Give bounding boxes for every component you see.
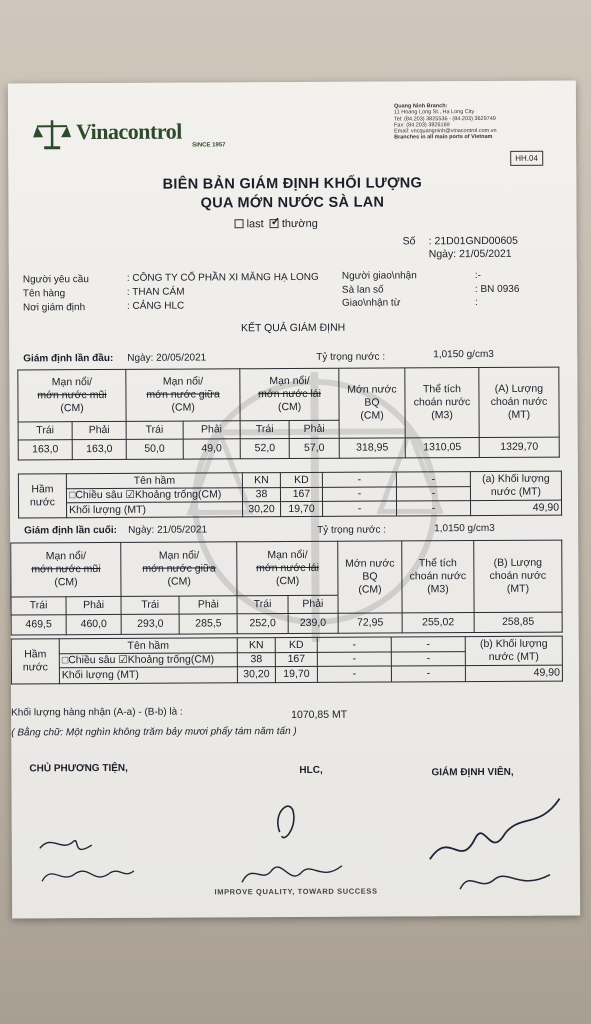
- date-value: Ngày: 21/05/2021: [428, 247, 512, 261]
- last-draft-table: [10, 540, 562, 636]
- trai-header: Trái: [237, 596, 287, 614]
- inspector-signature: [420, 789, 571, 900]
- place-value: : CẢNG HLC: [126, 300, 185, 312]
- trai-header: Trái: [11, 597, 66, 615]
- table-cell: 38: [237, 653, 275, 667]
- type-options: [235, 218, 318, 230]
- header-giua: Mạn nổi/ mớn nước giữa (CM): [126, 369, 240, 422]
- header-giua: Mạn nổi/ mớn nước giữa (CM): [121, 542, 238, 597]
- document-title-line2: QUA MỚN NƯỚC SÀ LAN: [200, 194, 385, 212]
- header-bq: Mớn nước BQ (CM): [338, 541, 402, 613]
- so-value: : 21D01GND00605: [428, 234, 518, 248]
- table-cell: 318,95: [339, 438, 405, 458]
- phai-header: Phải: [289, 420, 339, 438]
- kn-header: KN: [237, 638, 275, 653]
- brand-name: Vinacontrol: [76, 118, 182, 145]
- depth-space-row-label: □Chiều sâu ☑Khoảng trống(CM): [59, 653, 237, 668]
- last-ballast-table: [11, 636, 563, 685]
- table-cell: 163,0: [18, 440, 72, 460]
- owner-signature: [32, 823, 142, 894]
- vinacontrol-logo: [32, 116, 262, 153]
- first-inspection-date: Ngày: 20/05/2021: [127, 352, 207, 364]
- inspector-signature-title: GIÁM ĐỊNH VIÊN,: [431, 766, 514, 779]
- header-displacement-a: (A) Lượng choán nước (MT): [479, 367, 559, 437]
- table-cell: 50,0: [126, 439, 183, 459]
- table-cell: 49,0: [183, 439, 241, 459]
- deliverer-value: :-: [474, 270, 481, 282]
- table-cell: -: [317, 666, 391, 682]
- weight-row-label: Khối lượng (MT): [67, 502, 243, 518]
- barge-label: Sà lan số: [341, 284, 384, 296]
- thuong-label: thường: [281, 217, 318, 231]
- total-label: Khối lượng hàng nhận (A-a) - (B-b) là :: [11, 706, 183, 719]
- ballast-weight-a-value: 49,90: [471, 500, 562, 515]
- table-cell: 293,0: [121, 614, 179, 634]
- table-cell: 252,0: [237, 614, 287, 634]
- table-cell: 167: [275, 652, 317, 666]
- header-lai: Mạn nổi/ mớn nước lái (CM): [240, 368, 339, 421]
- last-density-label: Tỷ trọng nước :: [317, 524, 387, 536]
- header-lai: Mạn nổi/ mớn nước lái (CM): [237, 541, 338, 596]
- branch-line: Email: vncquangninh@vinacontrol.com.vn: [394, 128, 497, 135]
- table-cell: 30,20: [243, 502, 281, 517]
- first-density-value: 1,0150 g/cm3: [433, 348, 494, 361]
- phai-header: Phải: [66, 596, 121, 614]
- table-cell: 30,20: [237, 667, 275, 683]
- last-density-value: 1,0150 g/cm3: [434, 522, 495, 535]
- thuong-checkbox[interactable]: [270, 219, 279, 228]
- phai-header: Phải: [72, 421, 126, 439]
- total-in-words: ( Bằng chữ: Một nghìn không trăm bảy mươi phẩy tám năm tấn ): [11, 725, 297, 739]
- first-ballast-table: [18, 471, 562, 519]
- table-cell: -: [323, 501, 397, 516]
- header-mui: Mạn nổi/ mớn nước mũi (CM): [11, 542, 121, 597]
- form-code: HH.04: [510, 151, 543, 166]
- last-inspection-date: Ngày: 21/05/2021: [128, 524, 208, 536]
- slogan-footer: IMPROVE QUALITY, TOWARD SUCCESS: [214, 886, 378, 897]
- trai-header: Trái: [240, 421, 289, 439]
- table-cell: 38: [242, 488, 280, 502]
- table-cell: 52,0: [240, 439, 289, 459]
- table-cell: 57,0: [289, 438, 339, 458]
- table-cell: 460,0: [66, 614, 121, 634]
- first-inspection-label: Giám định lần đầu:: [23, 352, 114, 365]
- branch-line: Branches in all main ports of Vietnam: [394, 134, 493, 141]
- table-cell: -: [396, 487, 470, 501]
- inspection-report-paper: [8, 81, 580, 919]
- kn-header: KN: [242, 473, 280, 488]
- receive-from-value: :: [474, 297, 478, 309]
- branch-line: Fax: (84.203) 3826169: [394, 122, 450, 129]
- document-title-line1: BIÊN BẢN GIÁM ĐỊNH KHỐI LƯỢNG: [162, 175, 423, 193]
- trai-header: Trái: [121, 596, 179, 614]
- trai-header: Trái: [126, 421, 182, 439]
- table-cell: 19,70: [281, 501, 323, 516]
- header-mui: Mạn nổi/ mớn nước mũi (CM): [18, 369, 126, 422]
- hlc-signature: [232, 792, 353, 893]
- total-value: 1070,85 MT: [291, 708, 348, 722]
- table-cell: -: [322, 487, 396, 501]
- header-bq: Mớn nước BQ (CM): [339, 368, 405, 438]
- so-label: Số: [402, 235, 416, 248]
- table-cell: 1329,70: [479, 437, 559, 457]
- requester-value: : CÔNG TY CỔ PHẦN XI MĂNG HẠ LONG: [126, 271, 319, 284]
- kd-header: KD: [275, 637, 317, 652]
- table-cell: -: [391, 652, 465, 666]
- table-cell: 72,95: [338, 613, 402, 633]
- depth-space-row-label: □Chiều sâu ☑Khoảng trống(CM): [66, 488, 242, 503]
- table-cell: -: [317, 652, 391, 666]
- table-cell: 167: [280, 487, 322, 501]
- table-cell: -: [397, 501, 471, 516]
- table-cell: -: [317, 637, 391, 652]
- table-cell: 469,5: [11, 615, 66, 635]
- table-cell: -: [396, 472, 470, 487]
- last-inspection-label: Giám định lần cuối:: [24, 524, 117, 537]
- ballast-weight-b-value: 49,90: [465, 665, 562, 682]
- first-density-label: Tỷ trọng nước :: [316, 351, 386, 363]
- header-volume: Thể tích choán nước (M3): [402, 541, 474, 613]
- table-cell: 258,85: [474, 612, 562, 632]
- phai-header: Phải: [183, 421, 241, 439]
- phai-header: Phải: [179, 596, 237, 614]
- table-cell: 255,02: [402, 613, 474, 633]
- trai-header: Trái: [18, 422, 72, 440]
- brand-since: SINCE 1957: [192, 142, 226, 149]
- phai-header: Phải: [288, 595, 338, 613]
- table-cell: -: [391, 666, 465, 682]
- ballast-weight-b-label: (b) Khối lượng nước (MT): [465, 636, 562, 666]
- kd-header: KD: [280, 472, 322, 487]
- table-cell: -: [322, 472, 396, 487]
- result-title: KẾT QUẢ GIÁM ĐỊNH: [240, 321, 346, 335]
- table-cell: 163,0: [72, 439, 126, 459]
- table-cell: 19,70: [275, 666, 317, 682]
- ballast-weight-a-label: (a) Khối lượng nước (MT): [470, 471, 561, 500]
- scales-logo-icon: [32, 117, 72, 151]
- branch-line: Tel: (84.203) 3825536 - (84.203) 3629749: [393, 115, 496, 123]
- header-volume: Thể tích choán nước (M3): [405, 368, 479, 438]
- tank-name-header: Tên hầm: [66, 473, 242, 489]
- hlc-signature-title: HLC,: [299, 764, 323, 776]
- branch-title: Quang Ninh Branch:: [393, 103, 448, 110]
- branch-line: 11 Hoang Long St., Ha Long City: [393, 109, 475, 116]
- last-checkbox[interactable]: [235, 219, 244, 228]
- goods-label: Tên hàng: [22, 288, 66, 300]
- requester-label: Người yêu cầu: [22, 274, 89, 286]
- ballast-header: Hầm nước: [11, 639, 59, 684]
- goods-value: : THAN CÁM: [126, 286, 185, 298]
- receive-from-label: Giao\nhận từ: [341, 297, 401, 309]
- deliverer-label: Người giao\nhận: [341, 270, 417, 282]
- place-label: Nơi giám định: [22, 302, 86, 314]
- barge-value: : BN 0936: [474, 283, 520, 296]
- tank-name-header: Tên hầm: [59, 638, 237, 654]
- ballast-header: Hầm nước: [18, 474, 66, 518]
- table-cell: 1310,05: [405, 438, 479, 458]
- table-cell: -: [391, 637, 465, 652]
- first-draft-table: [17, 367, 559, 461]
- header-displacement-b: (B) Lượng choán nước (MT): [474, 540, 562, 612]
- weight-row-label: Khối lượng (MT): [59, 667, 237, 684]
- table-cell: 285,5: [179, 614, 237, 634]
- table-cell: 239,0: [288, 613, 338, 633]
- branch-info: [394, 103, 564, 142]
- last-label: last: [246, 218, 264, 231]
- owner-signature-title: CHỦ PHƯƠNG TIỆN,: [29, 762, 128, 775]
